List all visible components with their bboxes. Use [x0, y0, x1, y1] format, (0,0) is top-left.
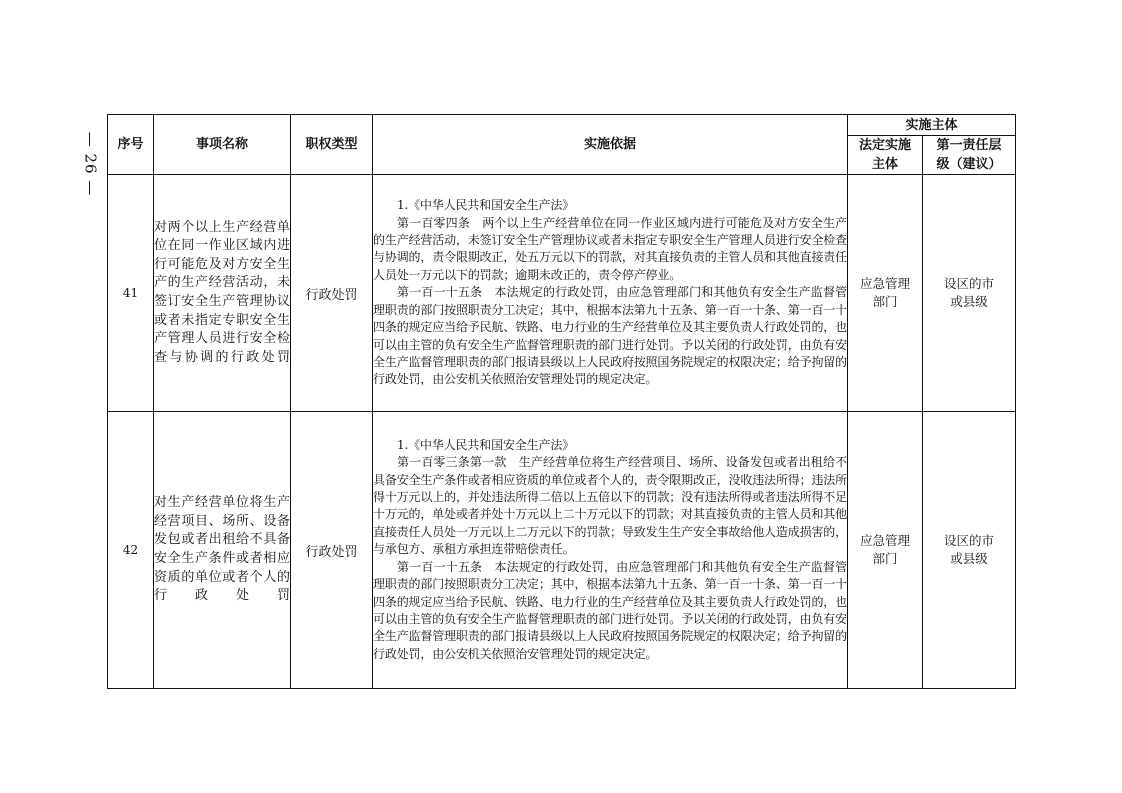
row-item-name: 对生产经营单位将生产经营项目、场所、设备发包或者出租给不具备安全生产条件或者相应资质的单位或者个人的行政处罚: [154, 412, 291, 689]
row-first-level: 设区的市或县级: [923, 412, 1016, 689]
basis-law-title: 1.《中华人民共和国安全生产法》: [397, 198, 575, 213]
row-power-type: 行政处罚: [291, 175, 373, 412]
table-row: [108, 175, 1016, 412]
header-power-type: 职权类型: [291, 115, 373, 175]
page-number-text: — 26 —: [81, 131, 99, 197]
basis-article: 第一百零四条 两个以上生产经营单位在同一作业区域内进行可能危及对方安全生产的生产经营活动，未签订安全生产管理协议或者未指定专职安全生产管理人员进行安全检查与协调的，责令限期改正，处五万元以下的罚款，对其直接负责的主管人员和其他直接责任人员处一万元以下的罚款；逾期未改正的，责令停产停业。: [373, 215, 848, 282]
header-subject-group: 实施主体: [848, 115, 1016, 136]
row-legal-subject: 应急管理部门: [848, 412, 923, 689]
row-item-name: 对两个以上生产经营单位在同一作业区域内进行可能危及对方安全生产的生产经营活动，未签订安全生产管理协议或者未指定专职安全生产管理人员进行安全检查与协调的行政处罚: [154, 175, 291, 412]
basis-law-title: 1.《中华人民共和国安全生产法》: [397, 437, 575, 452]
header-legal-subject: 法定实施主体: [848, 136, 923, 175]
header-first-level: 第一责任层级（建议）: [923, 136, 1016, 175]
row-basis: [373, 412, 848, 689]
page-number: [74, 118, 106, 210]
header-item-name: 事项名称: [154, 115, 291, 175]
row-seq: 41: [108, 175, 154, 412]
basis-article: 第一百零三条第一款 生产经营单位将生产经营项目、场所、设备发包或者出租给不具备安全生产条件或者相应资质的单位或者个人的，责令限期改正，没收违法所得；违法所得十万元以上的，并处违法所得二倍以上五倍以下的罚款；没有违法所得或者违法所得不足十万元的，单处或者并处十万元以上二十万元以下的罚款；对其直接负责的主管人员和其他直接责任人员处一万元以上二万元以下的罚款；导致发生生产安全事故给他人造成损害的，与承包方、承租方承担连带赔偿责任。: [373, 455, 848, 557]
row-first-level: 设区的市或县级: [923, 175, 1016, 412]
header-basis: 实施依据: [373, 115, 848, 175]
row-legal-subject: 应急管理部门: [848, 175, 923, 412]
basis-article: 第一百一十五条 本法规定的行政处罚，由应急管理部门和其他负有安全生产监督管理职责的部门按照职责分工决定；其中，根据本法第九十五条、第一百一十条、第一百一十四条的规定应当给予民航、铁路、电力行业的生产经营单位及其主要负责人行政处罚的，也可以由主管的负有安全生产监督管理职责的部门进行处罚。予以关闭的行政处罚，由负有安全生产监督管理职责的部门报请县级以上人民政府按照国务院规定的权限决定；给予拘留的行政处罚，由公安机关依照治安管理处罚的规定决定。: [373, 559, 848, 661]
row-seq: 42: [108, 412, 154, 689]
header-seq: 序号: [108, 115, 154, 175]
row-power-type: 行政处罚: [291, 412, 373, 689]
authority-table: [107, 114, 1016, 689]
basis-article: 第一百一十五条 本法规定的行政处罚，由应急管理部门和其他负有安全生产监督管理职责的部门按照职责分工决定；其中，根据本法第九十五条、第一百一十条、第一百一十四条的规定应当给予民航、铁路、电力行业的生产经营单位及其主要负责人行政处罚的，也可以由主管的负有安全生产监督管理职责的部门进行处罚。予以关闭的行政处罚，由负有安全生产监督管理职责的部门报请县级以上人民政府按照国务院规定的权限决定；给予拘留的行政处罚，由公安机关依照治安管理处罚的规定决定。: [373, 285, 848, 387]
row-basis: [373, 175, 848, 412]
table-row: [108, 412, 1016, 689]
